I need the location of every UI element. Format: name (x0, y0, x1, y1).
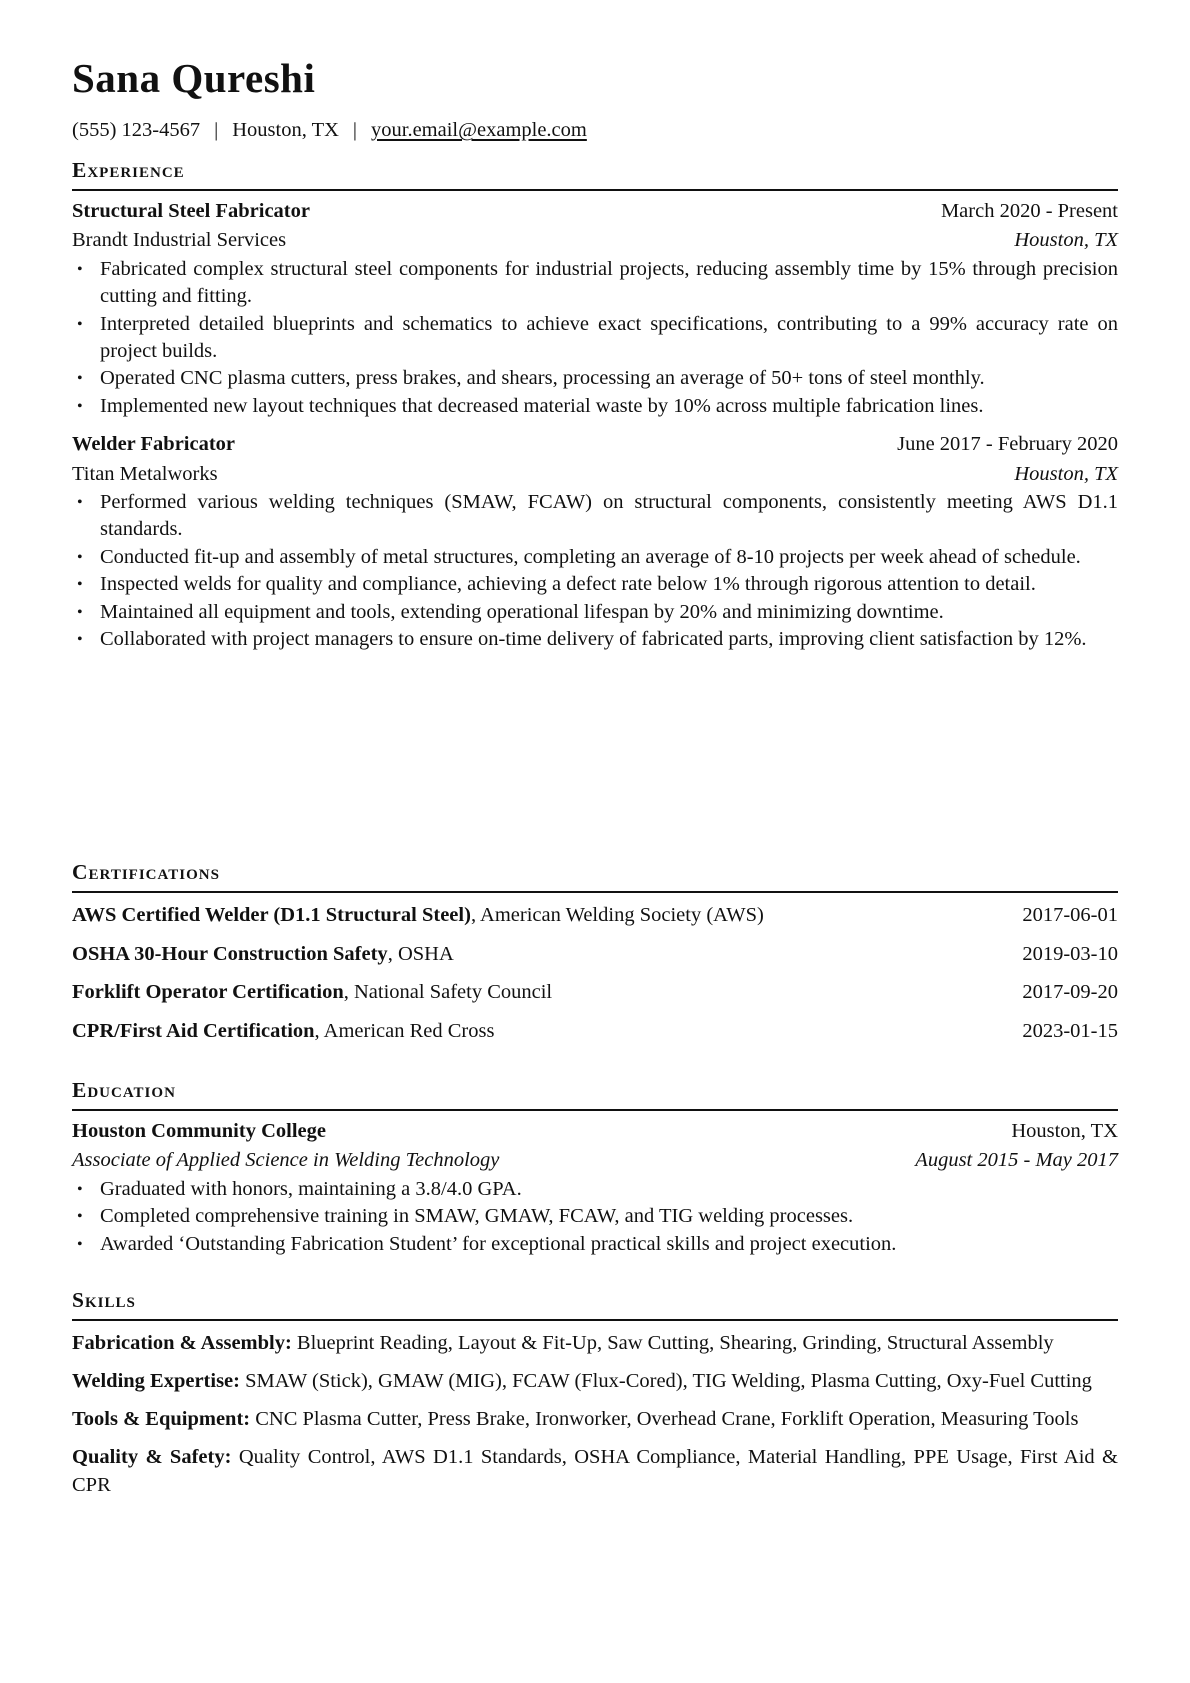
skill-values: Quality Control, AWS D1.1 Standards, OSHA Compliance, Material Handling, PPE Usage, First Aid & CPR (72, 1446, 1118, 1496)
skill-label: Fabrication & Assembly: (72, 1332, 292, 1354)
job-dates: June 2017 - February 2020 (897, 433, 1118, 456)
location: Houston, TX (232, 119, 339, 141)
skill-label: Welding Expertise: (72, 1370, 240, 1392)
skill-group (72, 1367, 1118, 1395)
bullet-item: • Awarded ‘Outstanding Fabrication Student’ for exceptional practical skills and project execution. (72, 1231, 1118, 1258)
cert-row (72, 978, 1118, 1017)
contact-line (72, 120, 587, 141)
separator: | (214, 119, 219, 141)
cert-name: OSHA 30-Hour Construction Safety (72, 942, 388, 965)
bullet-item: • Inspected welds for quality and compliance, achieving a defect rate below 1% through rigorous attention to detail. (72, 571, 1118, 598)
cert-name: CPR/First Aid Certification (72, 1019, 315, 1042)
cert-issuer: , OSHA (387, 942, 454, 965)
email-link[interactable]: your.email@example.com (371, 119, 587, 141)
experience-section (72, 160, 1118, 653)
cert-issuer: , American Red Cross (314, 1019, 495, 1042)
education-dates: August 2015 - May 2017 (915, 1149, 1118, 1172)
section-divider (72, 1109, 1118, 1111)
skill-group (72, 1443, 1118, 1499)
company-name: Brandt Industrial Services (72, 229, 287, 252)
bullet-item: • Performed various welding techniques (SMAW, FCAW) on structural components, consistently meeting AWS D1.1 standards. (72, 489, 1118, 544)
section-heading-experience: Experience (72, 158, 185, 182)
bullet-item: • Collaborated with project managers to ensure on-time delivery of fabricated parts, improving client satisfaction by 12%. (72, 626, 1118, 653)
candidate-name: Sana Qureshi (72, 55, 316, 101)
job-bullets (72, 256, 1118, 420)
job-title: Welder Fabricator (72, 433, 236, 456)
section-heading-certifications: Certifications (72, 860, 220, 884)
job-bullets (72, 489, 1118, 653)
school-name: Houston Community College (72, 1120, 326, 1142)
skill-group (72, 1329, 1118, 1357)
section-divider (72, 1319, 1118, 1321)
cert-date: 2019-03-10 (1022, 942, 1118, 965)
education-bullets (72, 1176, 1118, 1258)
bullet-item: • Completed comprehensive training in SMAW, GMAW, FCAW, and TIG welding processes. (72, 1203, 1118, 1230)
education-section (72, 1080, 1118, 1258)
skill-values: CNC Plasma Cutter, Press Brake, Ironworker, Overhead Crane, Forklift Operation, Measuring Tools (250, 1408, 1079, 1430)
bullet-item: • Maintained all equipment and tools, extending operational lifespan by 20% and minimizing downtime. (72, 599, 1118, 626)
cert-issuer: , American Welding Society (AWS) (470, 904, 764, 926)
bullet-item: • Conducted fit-up and assembly of metal structures, completing an average of 8-10 projects per week ahead of schedule. (72, 544, 1118, 571)
cert-date: 2017-06-01 (1022, 904, 1118, 926)
bullet-item: • Interpreted detailed blueprints and schematics to achieve exact specifications, contributing to a 99% accuracy rate on project builds. (72, 311, 1118, 366)
company-name: Titan Metalworks (72, 462, 218, 485)
job-entry (72, 430, 1118, 653)
skill-group (72, 1405, 1118, 1433)
job-title: Structural Steel Fabricator (72, 200, 310, 222)
skills-section (72, 1290, 1118, 1509)
skill-values: SMAW (Stick), GMAW (MIG), FCAW (Flux-Cored), TIG Welding, Plasma Cutting, Oxy-Fuel Cutting (239, 1370, 1092, 1392)
cert-row (72, 1017, 1118, 1056)
job-location: Houston, TX (1014, 229, 1118, 252)
section-heading-education: Education (72, 1078, 176, 1102)
bullet-item: • Operated CNC plasma cutters, press brakes, and shears, processing an average of 50+ tons of steel monthly. (72, 365, 1118, 392)
bullet-item: • Graduated with honors, maintaining a 3.8/4.0 GPA. (72, 1176, 1118, 1203)
section-divider (72, 189, 1118, 191)
school-location: Houston, TX (1011, 1120, 1118, 1142)
separator: | (352, 119, 358, 141)
skill-values: Blueprint Reading, Layout & Fit-Up, Saw Cutting, Shearing, Grinding, Structural Assembly (291, 1332, 1054, 1354)
bullet-item: • Implemented new layout techniques that decreased material waste by 10% across multiple fabrication lines. (72, 393, 1118, 420)
job-entry (72, 197, 1118, 420)
bullet-item: • Fabricated complex structural steel components for industrial projects, reducing assembly time by 15% through precision cutting and fitting. (72, 256, 1118, 311)
skill-label: Quality & Safety: (72, 1446, 232, 1468)
cert-issuer: , National Safety Council (343, 981, 553, 1004)
job-dates: March 2020 - Present (940, 200, 1118, 222)
cert-row (72, 940, 1118, 979)
skill-label: Tools & Equipment: (72, 1408, 251, 1430)
degree: Associate of Applied Science in Welding Technology (72, 1149, 500, 1172)
cert-date: 2023-01-15 (1022, 1019, 1118, 1042)
certifications-section (72, 862, 1118, 1055)
cert-name: Forklift Operator Certification (72, 981, 344, 1004)
section-heading-skills: Skills (72, 1288, 136, 1312)
job-location: Houston, TX (1014, 462, 1118, 485)
phone: (555) 123-4567 (72, 119, 201, 141)
section-divider (72, 891, 1118, 893)
cert-date: 2017-09-20 (1022, 981, 1118, 1004)
cert-name: AWS Certified Welder (D1.1 Structural Steel) (72, 904, 471, 926)
cert-row (72, 901, 1118, 940)
